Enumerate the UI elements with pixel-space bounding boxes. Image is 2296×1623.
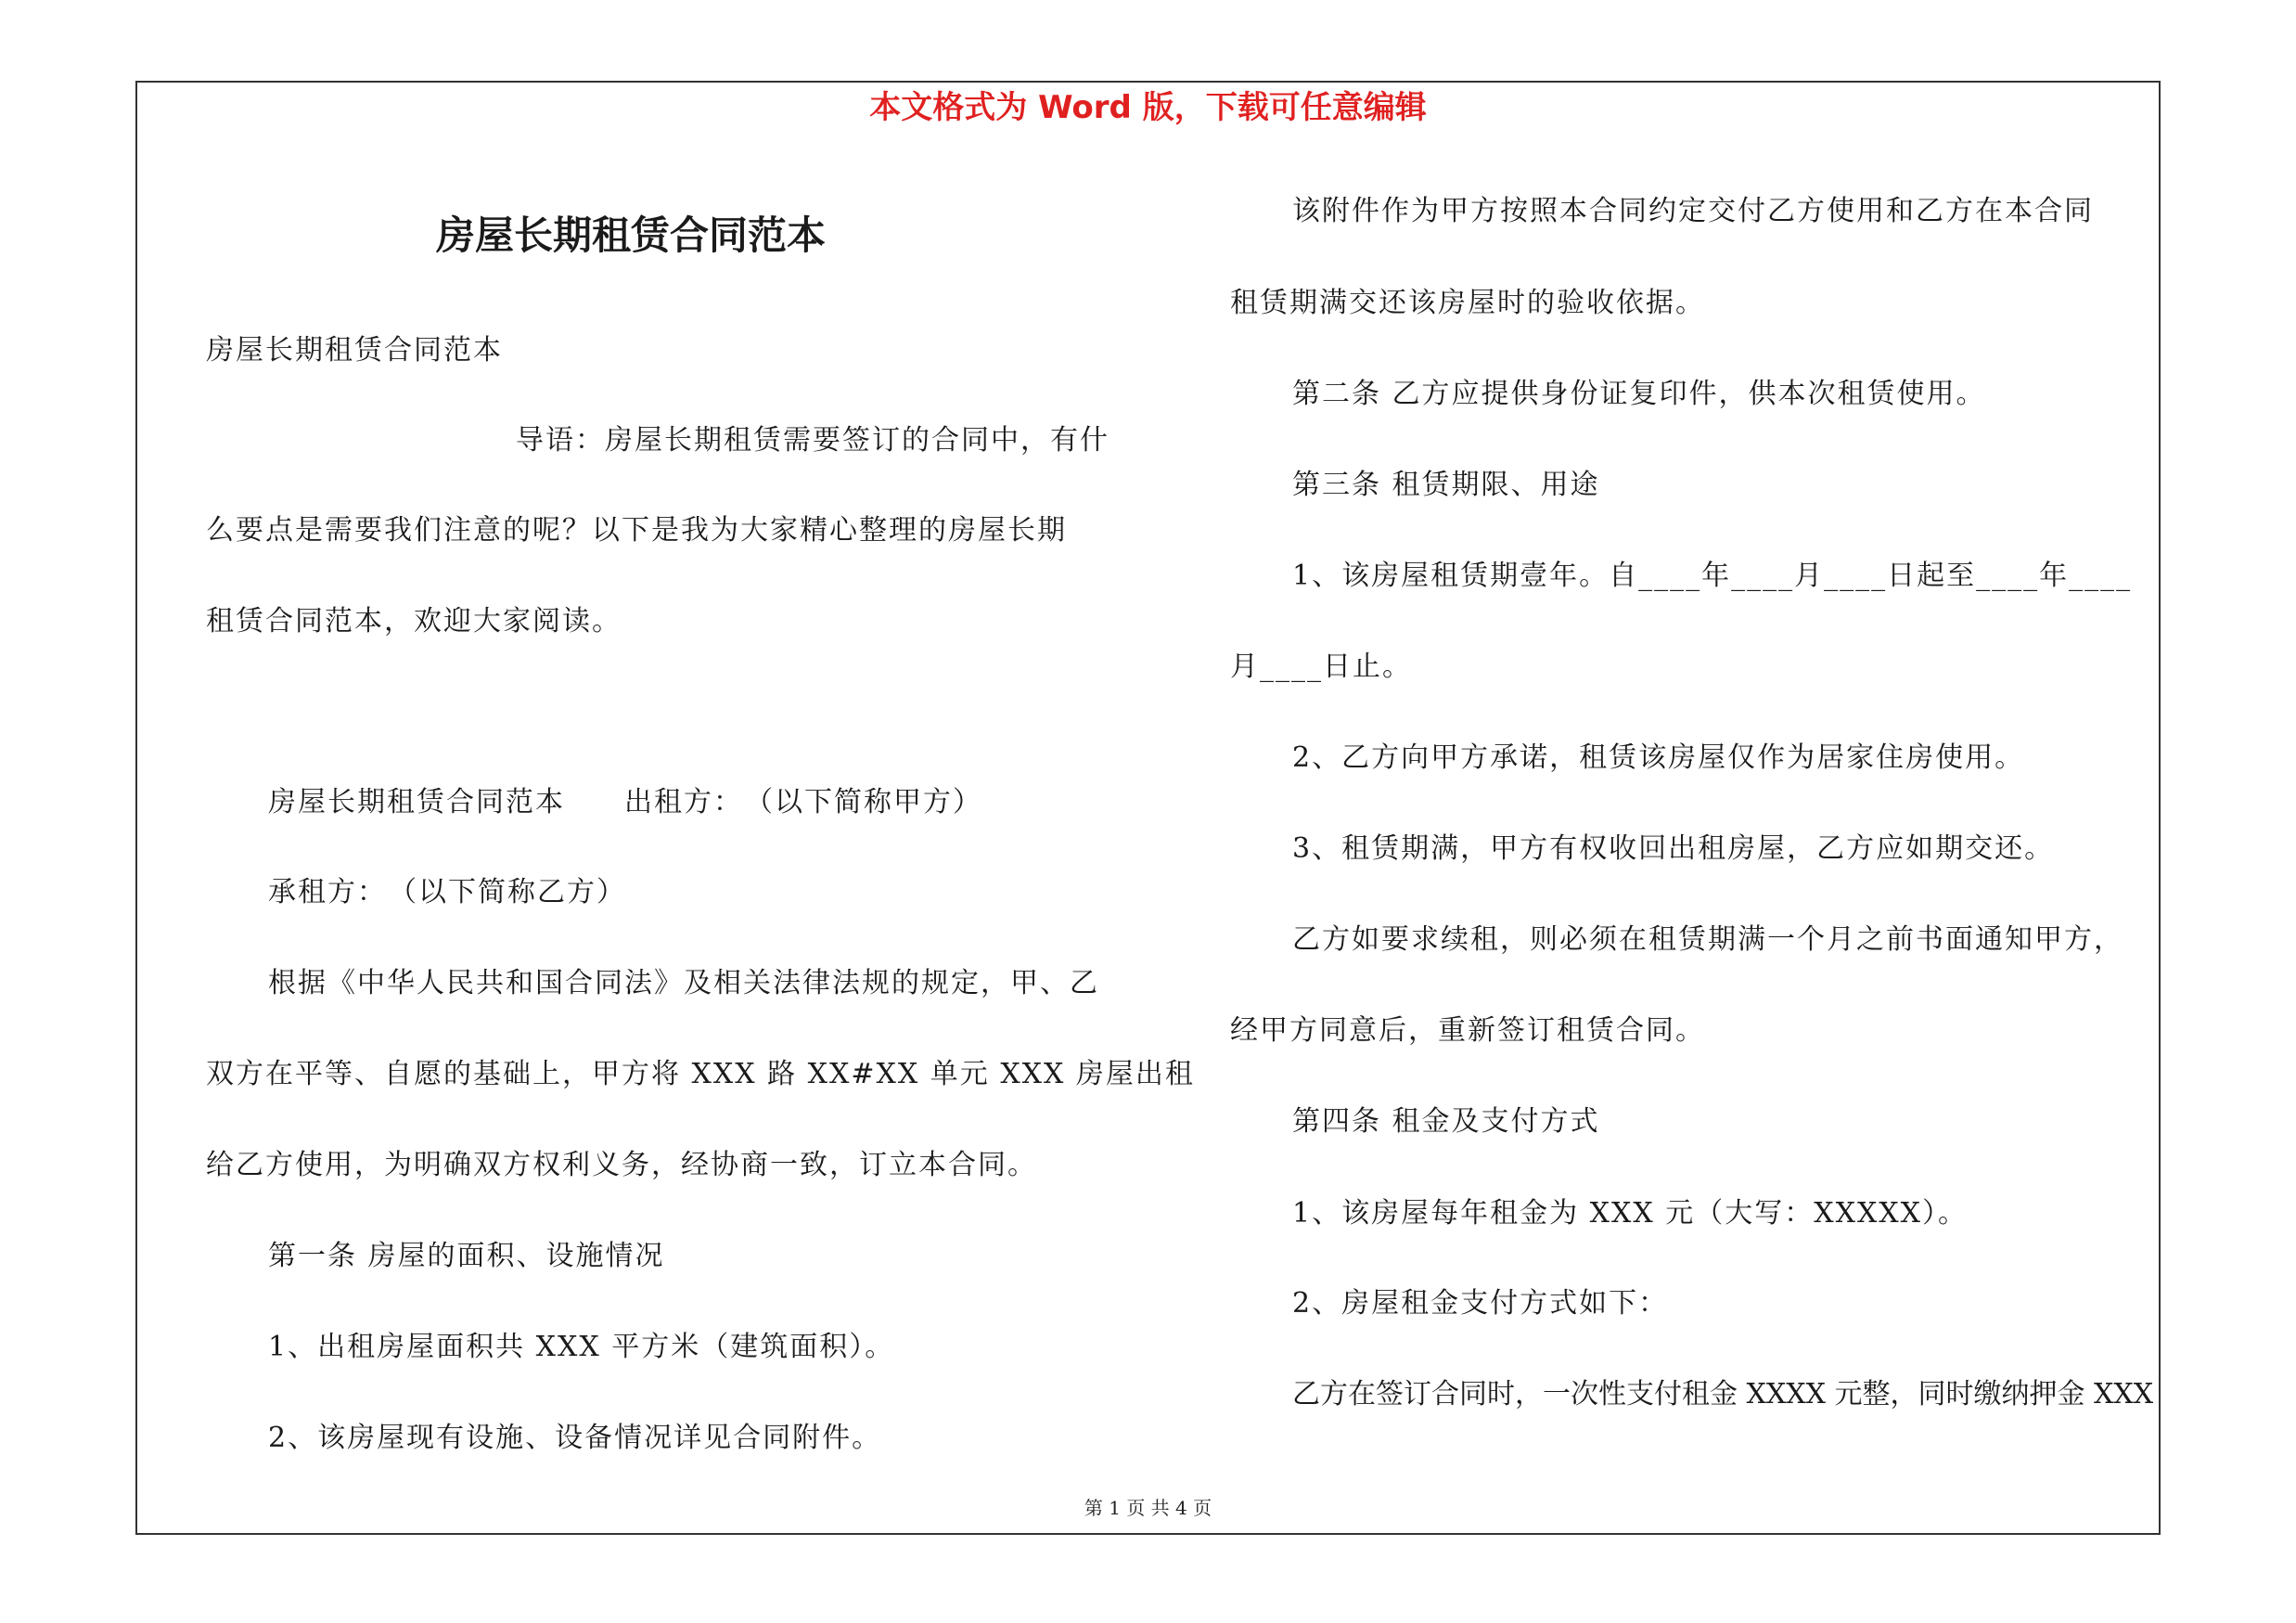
- left-line-parties-lessor: 房屋长期租赁合同范本 出租方： （以下简称甲方）: [268, 786, 982, 818]
- right-line-renewal-1: 乙方如要求续租，则必须在租赁期满一个月之前书面通知甲方，: [1292, 923, 2123, 956]
- left-line-intro-3: 租赁合同范本，欢迎大家阅读。: [206, 605, 622, 638]
- left-line-article-1: 第一条 房屋的面积、设施情况: [268, 1240, 665, 1272]
- right-line-renewal-2: 经甲方同意后，重新签订租赁合同。: [1230, 1014, 1705, 1047]
- page-number-footer: 第 1 页 共 4 页: [1084, 1497, 1212, 1519]
- right-line-annex-1: 该附件作为甲方按照本合同约定交付乙方使用和乙方在本合同: [1292, 195, 2094, 227]
- right-line-annex-2: 租赁期满交还该房屋时的验收依据。: [1230, 287, 1705, 319]
- left-line-article-1-item-2: 2、该房屋现有设施、设备情况详见合同附件。: [268, 1422, 882, 1454]
- right-line-article-3-item-2: 2、乙方向甲方承诺，租赁该房屋仅作为居家住房使用。: [1292, 741, 2025, 774]
- left-line-subtitle: 房屋长期租赁合同范本: [206, 334, 503, 367]
- left-line-intro-1: 导语：房屋长期租赁需要签订的合同中，有什: [516, 424, 1110, 457]
- left-line-basis-2: 双方在平等、自愿的基础上，甲方将 XXX 路 XX#XX 单元 XXX 房屋出租: [206, 1058, 1195, 1090]
- right-line-article-2: 第二条 乙方应提供身份证复印件，供本次租赁使用。: [1292, 378, 1986, 410]
- left-line-basis-1: 根据《中华人民共和国合同法》及相关法律法规的规定，甲、乙: [268, 967, 1099, 999]
- left-line-article-1-item-1: 1、出租房屋面积共 XXX 平方米（建筑面积）。: [268, 1331, 895, 1363]
- right-line-payment: 乙方在签订合同时，一次性支付租金 XXXX 元整，同时缴纳押金 XXX: [1292, 1378, 2154, 1410]
- word-format-banner: 本文格式为 Word 版，下载可任意编辑: [869, 89, 1427, 126]
- right-line-article-4: 第四条 租金及支付方式: [1292, 1105, 1600, 1138]
- right-line-article-3-item-1b: 月____日止。: [1230, 650, 1412, 683]
- left-line-intro-2: 么要点是需要我们注意的呢？以下是我为大家精心整理的房屋长期: [206, 514, 1067, 547]
- left-line-parties-lessee: 承租方： （以下简称乙方）: [268, 876, 626, 908]
- right-line-article-3-item-3: 3、租赁期满，甲方有权收回出租房屋，乙方应如期交还。: [1292, 832, 2055, 865]
- right-line-article-4-item-1: 1、该房屋每年租金为 XXX 元（大写：XXXXX）。: [1292, 1197, 1969, 1230]
- document-title: 房屋长期租赁合同范本: [435, 213, 826, 258]
- right-line-article-3: 第三条 租赁期限、用途: [1292, 469, 1600, 501]
- right-line-article-3-item-1a: 1、该房屋租赁期壹年。自____年____月____日起至____年____: [1292, 560, 2133, 592]
- left-line-basis-3: 给乙方使用，为明确双方权利义务，经协商一致，订立本合同。: [206, 1149, 1037, 1181]
- right-line-article-4-item-2: 2、房屋租金支付方式如下：: [1292, 1287, 1669, 1320]
